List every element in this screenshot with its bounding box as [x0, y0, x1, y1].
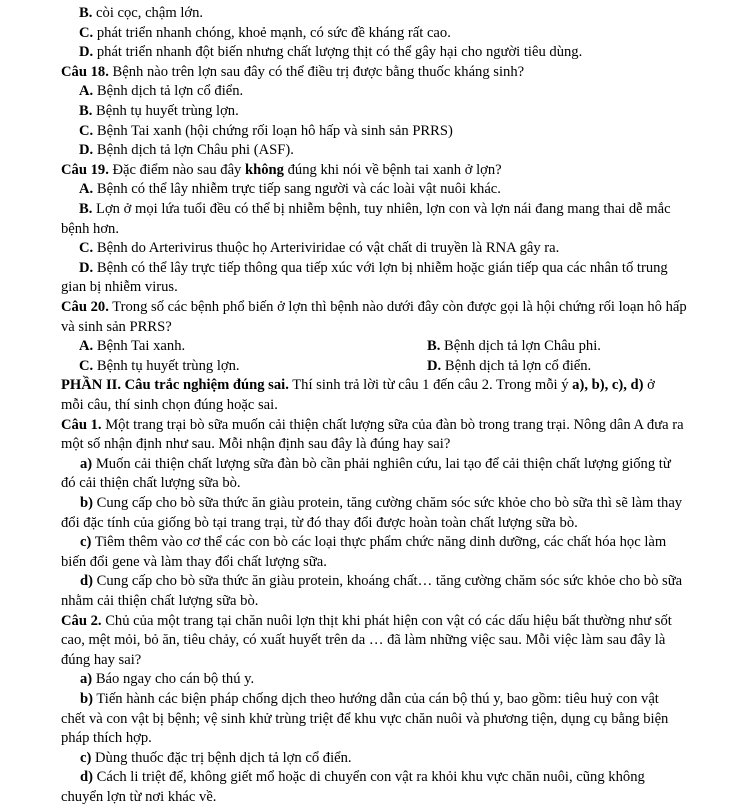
p2q1-item-b: b) Cung cấp cho bò sữa thức ăn giàu protein, tăng cường chăm sóc sức khỏe cho bò sữa thì sẽ làm thay	[80, 495, 683, 511]
q19-stem: Câu 19. Đặc điểm nào sau đây không đúng khi nói về bệnh tai xanh ở lợn?	[61, 161, 502, 178]
p2q2-item-b: b) Tiến hành các biện pháp chống dịch theo hướng dẫn của cán bộ thú y, bao gồm: tiêu huỷ con vật	[80, 691, 659, 707]
q20-stem-cont: và sinh sản PRRS?	[61, 318, 172, 335]
q17-option-c: C. phát triển nhanh chóng, khoẻ mạnh, có sức đề kháng rất cao.	[79, 24, 451, 41]
p2q1-item-a: a) Muốn cải thiện chất lượng sữa đàn bò cần phải nghiên cứu, lai tạo để cải thiện chất lượng giống từ	[80, 455, 671, 472]
p2q2-stem-cont-2: đúng hay sai?	[61, 651, 142, 668]
q19-option-c: C. Bệnh do Arterivirus thuộc họ Arteriviridae có vật chất di truyền là RNA gây ra.	[79, 240, 560, 257]
p2q2-item-b-cont-1: chết và con vật bị bệnh; vệ sinh khử trùng triệt để khu vực chăn nuôi và phương tiện, dụng cụ bằng biện	[61, 710, 669, 727]
p2q1-item-c: c) Tiêm thêm vào cơ thể các con bò các loại thực phẩm chức năng dinh dưỡng, các chất hóa học làm	[80, 534, 667, 551]
p2q1-item-d: d) Cung cấp cho bò sữa thức ăn giàu protein, khoáng chất… tăng cường chăm sóc sức khỏe cho bò sữa	[80, 573, 683, 590]
p2q1-stem: Câu 1. Một trang trại bò sữa muốn cải thiện chất lượng sữa của đàn bò trong trang trại. Nông dân A đưa ra	[61, 416, 684, 433]
q19-option-d-cont: gian bị nhiễm virus.	[61, 279, 178, 296]
q20-stem: Câu 20. Trong số các bệnh phổ biến ở lợn thì bệnh nào dưới đây còn được gọi là hội chứng rối loạn hô hấp	[61, 299, 687, 315]
p2q1-item-c-cont: biến đổi gene và làm thay đổi chất lượng sữa.	[61, 553, 327, 570]
part2-intro-cont: mỗi câu, thí sinh chọn đúng hoặc sai.	[61, 397, 278, 413]
q19-option-b: B. Lợn ở mọi lứa tuổi đều có thể bị nhiễm bệnh, tuy nhiên, lợn con và lợn nái đang mang thai dễ mắc	[79, 201, 671, 217]
q19-option-a: A. Bệnh có thể lây nhiễm trực tiếp sang người và các loài vật nuôi khác.	[79, 181, 501, 198]
q17-option-b: B. còi cọc, chậm lớn.	[79, 5, 204, 21]
p2q2-item-d-cont: chuyển lợn từ nơi khác về.	[61, 789, 217, 805]
p2q2-item-c: c) Dùng thuốc đặc trị bệnh dịch tả lợn cổ điển.	[80, 749, 352, 766]
p2q1-item-b-cont: đổi đặc tính của giống bò tại trang trại, từ đó thay đổi được hoàn toàn chất lượng sữa bò.	[61, 514, 578, 531]
p2q2-item-d: d) Cách li triệt để, không giết mổ hoặc di chuyển con vật ra khỏi khu vực chăn nuôi, cũng không	[80, 769, 645, 786]
q18-stem: Câu 18. Bệnh nào trên lợn sau đây có thể điều trị được bằng thuốc kháng sinh?	[61, 63, 525, 80]
p2q2-stem: Câu 2. Chủ của một trang tại chăn nuôi lợn thịt khi phát hiện con vật có các dấu hiệu bất thường như sốt	[61, 612, 672, 629]
q18-option-d: D. Bệnh dịch tả lợn Châu phi (ASF).	[79, 142, 294, 159]
q20-option-a: A. Bệnh Tai xanh.	[79, 338, 186, 355]
q20-option-b: B. Bệnh dịch tả lợn Châu phi.	[427, 338, 601, 355]
q17-option-d: D. phát triển nhanh đột biến nhưng chất lượng thịt có thể gây hại cho người tiêu dùng.	[79, 44, 583, 61]
p2q1-item-d-cont: nhằm cải thiện chất lượng sữa bò.	[61, 593, 259, 609]
q18-option-a: A. Bệnh dịch tả lợn cổ điển.	[79, 83, 244, 100]
q20-option-c: C. Bệnh tụ huyết trùng lợn.	[79, 357, 240, 374]
q19-option-d: D. Bệnh có thể lây trực tiếp thông qua tiếp xúc với lợn bị nhiễm hoặc gián tiếp qua các nhân tố trung	[79, 259, 668, 276]
p2q1-item-a-cont: đó cải thiện chất lượng sữa bò.	[61, 475, 241, 492]
q18-option-b: B. Bệnh tụ huyết trùng lợn.	[79, 103, 239, 119]
q20-option-d: D. Bệnh dịch tả lợn cổ điển.	[427, 357, 592, 374]
q19-option-b-cont: bệnh hơn.	[61, 220, 119, 237]
part2-heading: PHẦN II. Câu trắc nghiệm đúng sai. Thí sinh trả lời từ câu 1 đến câu 2. Trong mỗi ý a), b), c), d) ở	[61, 377, 655, 394]
p2q2-item-b-cont-2: pháp thích hợp.	[61, 730, 152, 747]
p2q1-stem-cont: một số nhận định như sau. Mỗi nhận định sau đây là đúng hay sai?	[61, 436, 451, 453]
p2q2-item-a: a) Báo ngay cho cán bộ thú y.	[80, 671, 255, 688]
p2q2-stem-cont-1: cao, mệt mỏi, bỏ ăn, tiêu chảy, có xuất huyết trên da … đã làm những việc sau. Mỗi việc làm sau đây là	[61, 632, 666, 649]
q18-option-c: C. Bệnh Tai xanh (hội chứng rối loạn hô hấp và sinh sản PRRS)	[79, 122, 453, 139]
